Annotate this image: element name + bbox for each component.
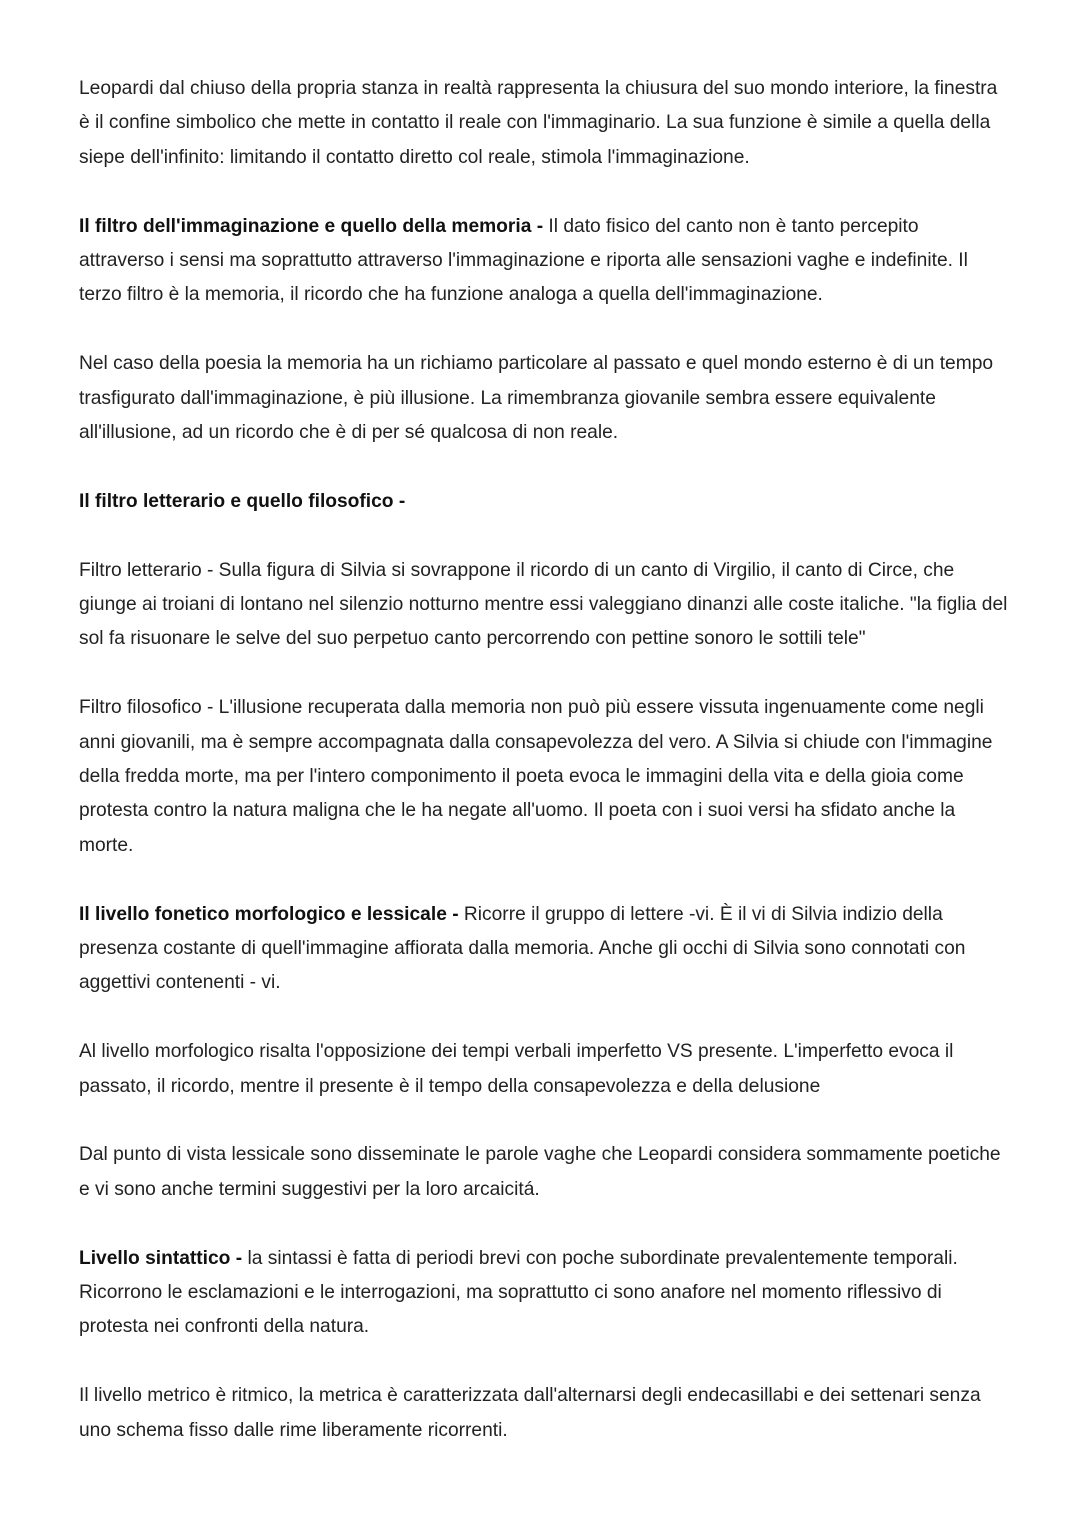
document-page xyxy=(79,72,1009,1482)
paragraph-heading: Livello sintattico - xyxy=(79,1247,243,1269)
paragraph-livello-sintattico xyxy=(79,1242,1009,1345)
paragraph-filtro-letterario-filosofico xyxy=(79,485,1009,519)
paragraph-filtro-letterario xyxy=(79,554,1009,657)
paragraph-text: la sintassi è fatta di periodi brevi con poche subordinate prevalentemente temporali. Ricorrono le esclamazioni e le interrogazioni, ma soprattutto ci sono anafore nel momento riflessivo di protesta nei confronti della natura. xyxy=(79,1247,958,1338)
paragraph-text: Nel caso della poesia la memoria ha un richiamo particolare al passato e quel mondo esterno è di un tempo trasfigurato dall'immaginazione, è più illusione. La rimembranza giovanile sembra essere equivalente all'illusione, ad un ricordo che è di per sé qualcosa di non reale. xyxy=(79,353,994,444)
paragraph-text: Ricorre il gruppo di lettere -vi. È il vi di Silvia indizio della presenza costante di quell'immagine affiorata dalla memoria. Anche gli occhi di Silvia sono connotati con aggettivi contenenti - vi. xyxy=(79,903,966,994)
section-heading: Il filtro letterario e quello filosofico - xyxy=(79,490,406,512)
paragraph-text: Il dato fisico del canto non è tanto percepito attraverso i sensi ma soprattutto attraverso l'immaginazione e riporta alle sensazioni vaghe e indefinite. Il terzo filtro è la memoria, il ricordo che ha funzione analoga a quella dell'immaginazione. xyxy=(79,215,968,306)
paragraph-heading: Il filtro dell'immaginazione e quello della memoria - xyxy=(79,215,544,237)
paragraph-livello-morfologico xyxy=(79,1035,1009,1104)
paragraph-leopardi-stanza xyxy=(79,72,1009,175)
paragraph-text: Al livello morfologico risalta l'opposizione dei tempi verbali imperfetto VS presente. L'imperfetto evoca il passato, il ricordo, mentre il presente è il tempo della consapevolezza e della delusione xyxy=(79,1041,954,1097)
paragraph-livello-metrico xyxy=(79,1379,1009,1448)
paragraph-text: Filtro filosofico - L'illusione recuperata dalla memoria non può più essere vissuta ingenuamente come negli anni giovanili, ma è sempre accompagnata dalla consapevolezza del vero. A Silvia si chiude con l'immagine della fredda morte, ma per l'intero componimento il poeta evoca le immagini della vita e della gioia come protesta contro la natura maligna che le ha negate all'uomo. Il poeta con i suoi versi ha sfidato anche la morte. xyxy=(79,697,993,856)
paragraph-heading: Il livello fonetico morfologico e lessicale - xyxy=(79,903,459,925)
paragraph-filtro-immaginazione xyxy=(79,210,1009,313)
paragraph-livello-fonetico xyxy=(79,898,1009,1001)
paragraph-livello-lessicale xyxy=(79,1138,1009,1207)
paragraph-text: Leopardi dal chiuso della propria stanza in realtà rappresenta la chiusura del suo mondo interiore, la finestra è il confine simbolico che mette in contatto il reale con l'immaginario. La sua funzione è simile a quella della siepe dell'infinito: limitando il contatto diretto col reale, stimola l'immaginazione. xyxy=(79,78,998,168)
paragraph-memoria-poesia xyxy=(79,347,1009,450)
paragraph-filtro-filosofico xyxy=(79,691,1009,863)
paragraph-text: Dal punto di vista lessicale sono disseminate le parole vaghe che Leopardi considera sommamente poetiche e vi sono anche termini suggestivi per la loro arcaicitá. xyxy=(79,1144,1001,1200)
paragraph-text: Filtro letterario - Sulla figura di Silvia si sovrappone il ricordo di un canto di Virgilio, il canto di Circe, che giunge ai troiani di lontano nel silenzio notturno mentre essi valeggiano dinanzi alle coste italiche. "la figlia del sol fa risuonare le selve del suo perpetuo canto percorrendo con pettine sonoro le sottili tele" xyxy=(79,559,1008,650)
paragraph-text: Il livello metrico è ritmico, la metrica è caratterizzata dall'alternarsi degli endecasillabi e dei settenari senza uno schema fisso dalle rime liberamente ricorrenti. xyxy=(79,1385,981,1441)
